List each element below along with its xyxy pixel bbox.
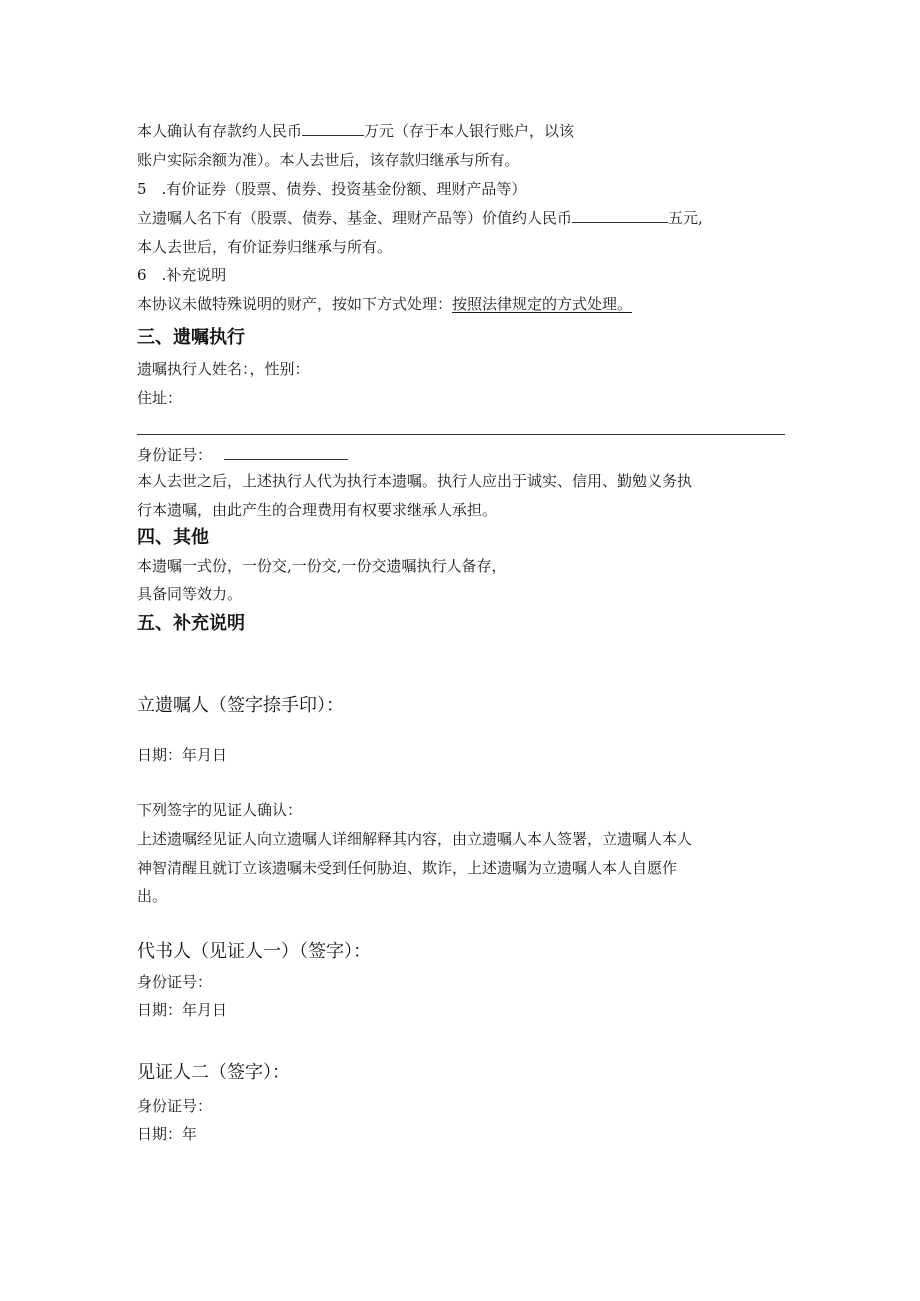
section5-heading: 五、补充说明	[137, 613, 245, 634]
witness1-date: 日期：年月日	[137, 1001, 228, 1019]
executor-line: 遗嘱执行人姓名：，性别：	[137, 360, 310, 378]
witness-confirm-line-3: 出。	[137, 887, 168, 905]
witness1-signature-label: 代书人（见证人一）（签字）：	[137, 941, 371, 962]
testator-signature-label: 立遗嘱人（签字捺手印）：	[137, 695, 344, 716]
deposit-text: 本人确认有存款约人民币	[137, 122, 303, 140]
deposit-text-cont: 万元（存于本人银行账户，以该	[364, 122, 575, 140]
item6-title: 6 .补充说明	[137, 266, 227, 284]
section4-heading: 四、其他	[137, 527, 209, 548]
item6-line	[137, 294, 632, 314]
item5-title: 5 .有价证券（股票、债券、投资基金份额、理财产品等）	[137, 180, 527, 198]
deposit-line-1	[137, 121, 574, 141]
section4-line-2: 具备同等效力。	[137, 585, 243, 603]
witness2-date: 日期：年	[137, 1125, 198, 1143]
id-label: 身份证号：	[137, 446, 213, 464]
section3-heading: 三、遗嘱执行	[137, 327, 245, 348]
securities-amount-blank[interactable]	[572, 208, 668, 223]
item6-text: 本协议未做特殊说明的财产，按如下方式处理：	[137, 295, 453, 313]
address-underline	[137, 434, 785, 435]
securities-text: 立遗嘱人名下有（股票、债券、基金、理财产品等）价值约人民币	[137, 209, 573, 227]
securities-text-cont: 五元,	[668, 209, 703, 227]
witness1-id: 身份证号：	[137, 973, 213, 991]
item5-line-1	[137, 208, 703, 228]
id-blank[interactable]	[224, 445, 348, 460]
witness-confirm-line-2: 神智清醒且就订立该遗嘱未受到任何胁迫、欺诈，上述遗嘱为立遗嘱人本人自愿作	[137, 859, 678, 877]
witness2-signature-label: 见证人二（签字）：	[137, 1062, 290, 1083]
item6-underlined-text: 按照法律规定的方式处理。	[452, 295, 633, 313]
section4-line-1: 本遗嘱一式份，一份交,一份交,一份交遗嘱执行人备存，	[137, 557, 507, 575]
executor-id-line	[137, 445, 348, 465]
item5-line-2: 本人去世后，有价证券归继承与所有。	[137, 238, 393, 256]
witness-confirm-title: 下列签字的见证人确认：	[137, 801, 303, 819]
address-label: 住址：	[137, 389, 183, 407]
testator-date: 日期：年月日	[137, 746, 228, 764]
deposit-line-2: 账户实际余额为准）。本人去世后，该存款归继承与所有。	[137, 151, 520, 169]
duty-line-1: 本人去世之后，上述执行人代为执行本遗嘱。执行人应出于诚实、信用、勤勉义务执	[137, 472, 693, 490]
witness-confirm-line-1: 上述遗嘱经见证人向立遗嘱人详细解释其内容，由立遗嘱人本人签署，立遗嘱人本人	[137, 830, 693, 848]
witness2-id: 身份证号：	[137, 1097, 213, 1115]
deposit-amount-blank[interactable]	[302, 121, 364, 136]
duty-line-2: 行本遗嘱，由此产生的合理费用有权要求继承人承担。	[137, 501, 498, 519]
